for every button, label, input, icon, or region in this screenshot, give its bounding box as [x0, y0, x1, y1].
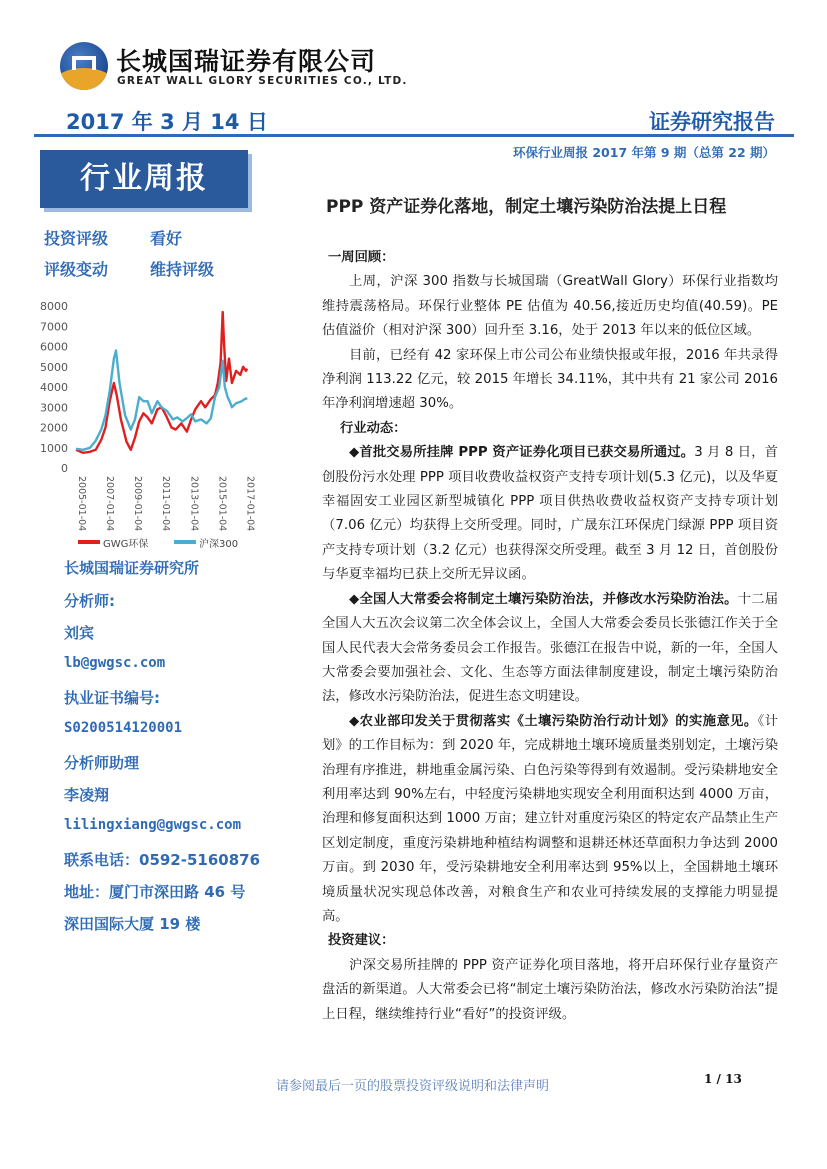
- y-tick-label: 7000: [40, 320, 68, 334]
- disclaimer-note[interactable]: 请参阅最后一页的股票投资评级说明和法律声明: [276, 1079, 550, 1094]
- analyst-email[interactable]: lb@gwgsc.com: [64, 655, 166, 671]
- rating-change-label: 评级变动: [44, 260, 109, 279]
- issue-line: 环保行业周报 2017 年第 9 期（总第 22 期）: [513, 145, 775, 160]
- y-tick-label: 3000: [40, 401, 68, 415]
- x-tick-label: 2013-01-04: [188, 476, 200, 532]
- x-tick-label: 2005-01-04: [76, 476, 87, 532]
- assistant-label: 分析师助理: [64, 754, 140, 772]
- assistant-name: 李凌翔: [64, 786, 110, 804]
- x-tick-label: 2017-01-04: [244, 476, 256, 532]
- bullet-title-ppp: ◆首批交易所挂牌 PPP 资产证券化项目已获交易所通过。: [349, 445, 695, 461]
- page-number: 1 / 13: [704, 1072, 742, 1086]
- y-tick-label: 5000: [40, 360, 68, 374]
- bullet-body-ppp: 3 月 8 日，首创股份污水处理 PPP 项目收费收益权资产支持专项计划(5.3 亿元)，以及华夏幸福固安工业园区新型城镇化 PPP 项目供热收费收益权资产支持专项计划（7.06 亿元）均获得上交所受理。同时，广晟东江环保虎门绿源 PPP 项目资产支持专项计划（3.2 亿元）也获得深交所受理。截至 3 月 12 日，首创股份与华夏幸福均已获上交所无异议函。: [322, 445, 778, 583]
- company-logo: [60, 42, 108, 90]
- analyst-label: 分析师:: [64, 592, 115, 610]
- bullet-title-npc: ◆全国人大常委会将制定土壤污染防治法，并修改水污染防治法。: [349, 591, 738, 607]
- company-name-en: GREAT WALL GLORY SECURITIES CO., LTD.: [117, 75, 408, 87]
- institute-name: 长城国瑞证券研究所: [64, 559, 200, 577]
- weekly-report-banner: 行业周报: [40, 150, 248, 208]
- x-tick-label: 2011-01-04: [160, 476, 172, 532]
- report-date: 2017 年 3 月 14 日: [66, 110, 268, 134]
- cert-number: S0200514120001: [64, 720, 183, 736]
- phone-line: 联系电话：0592-5160876: [64, 851, 261, 869]
- rating-label: 投资评级: [44, 229, 109, 248]
- week-review-heading: 一周回顾：: [328, 250, 395, 265]
- analyst-name: 刘宾: [64, 624, 95, 642]
- bullet-body-agri: 《计划》的工作目标为：到 2020 年，完成耕地土壤环境质量类别划定，土壤污染治理有序推进，耕地重金属污染、白色污染等得到有效遏制。受污染耕地安全利用率达到 90%左右，中轻度污染耕地实现安全利用面积达到 4000 万亩，治理和修复面积达到 1000 万亩；建立针对重度污染区的特定农产品禁止生产区划定制度，重度污染耕地种植结构调整和退耕还林还草面积力争达到 2000 万亩。到 2030 年，受污染耕地安全利用率达到 95%以上，全国耕地土壤环境质量状况实现总体改善，对粮食生产和农业可持续发展的支撑能力明显提高。: [322, 713, 778, 924]
- bullet-item-agri: [322, 710, 778, 930]
- y-tick-label: 8000: [40, 300, 68, 313]
- article-body: [322, 246, 778, 1027]
- bullet-body-npc: 十二届全国人大五次会议第二次全体会议上，全国人大常委会委员长张德江作关于全国人民代表大会常务委员会工作报告。张德江在报告中说，新的一年，全国人大常委会要加强社会、文化、生态等方面法律制度建设，制定土壤污染防治法，修改水污染防治法，促进生态文明建设。: [322, 591, 779, 705]
- company-name-cn: 长城国瑞证券有限公司: [116, 47, 377, 76]
- legend-label-gwg: GWG环保: [103, 539, 149, 550]
- header-divider: [34, 134, 794, 137]
- y-tick-label: 6000: [40, 340, 68, 354]
- address-line-1: 地址：厦门市深田路 46 号: [64, 883, 246, 901]
- y-tick-label: 1000: [40, 441, 68, 455]
- rating-value: 看好: [150, 229, 183, 248]
- rating-change-value: 维持评级: [150, 260, 215, 279]
- address-line-2: 深田国际大厦 19 楼: [64, 915, 201, 933]
- report-type: 证券研究报告: [649, 110, 775, 134]
- legend-swatch-hs300: [174, 540, 196, 544]
- paragraph-earnings: 目前，已经有 42 家环保上市公司公布业绩快报或年报，2016 年共录得净利润 113.22 亿元，较 2015 年增长 34.11%，其中共有 21 家公司 2016 年净利润增速超 30%。: [322, 347, 778, 412]
- bullet-item-npc: [322, 588, 778, 710]
- x-tick-label: 2015-01-04: [216, 476, 228, 532]
- bullet-item-ppp: [322, 441, 778, 587]
- x-tick-label: 2009-01-04: [132, 476, 144, 532]
- assistant-email[interactable]: lilingxiang@gwgsc.com: [64, 817, 242, 833]
- index-chart: [36, 296, 262, 558]
- legend-swatch-gwg: [78, 540, 100, 544]
- series-line-gwg: [76, 312, 247, 453]
- advice-heading: 投资建议：: [328, 933, 395, 949]
- industry-heading: 行业动态：: [340, 420, 407, 436]
- legend-label-hs300: 沪深300: [199, 539, 239, 550]
- y-tick-label: 4000: [40, 381, 68, 394]
- paragraph-advice: 沪深交易所挂牌的 PPP 资产证券化项目落地，将开启环保行业存量资产盘活的新渠道。人大常委会已将“制定土壤污染防治法，修改水污染防治法”提上日程，继续维持行业“看好”的投资评级。: [322, 957, 778, 1022]
- y-tick-label: 2000: [40, 421, 68, 435]
- y-tick-label: 0: [61, 462, 68, 475]
- bullet-title-agri: ◆农业部印发关于贯彻落实《土壤污染防治行动计划》的实施意见。: [349, 713, 758, 729]
- paragraph-week-review: 上周，沪深 300 指数与长城国瑞（GreatWall Glory）环保行业指数均维持震荡格局。环保行业整体 PE 估值为 40.56,接近历史均值(40.59)。PE 估值溢价（相对沪深 300）回升至 3.16，处于 2013 年以来的低位区域。: [322, 274, 778, 339]
- cert-label: 执业证书编号:: [64, 689, 160, 707]
- article-title: PPP 资产证券化落地，制定土壤污染防治法提上日程: [326, 197, 727, 217]
- x-tick-label: 2007-01-04: [104, 476, 116, 532]
